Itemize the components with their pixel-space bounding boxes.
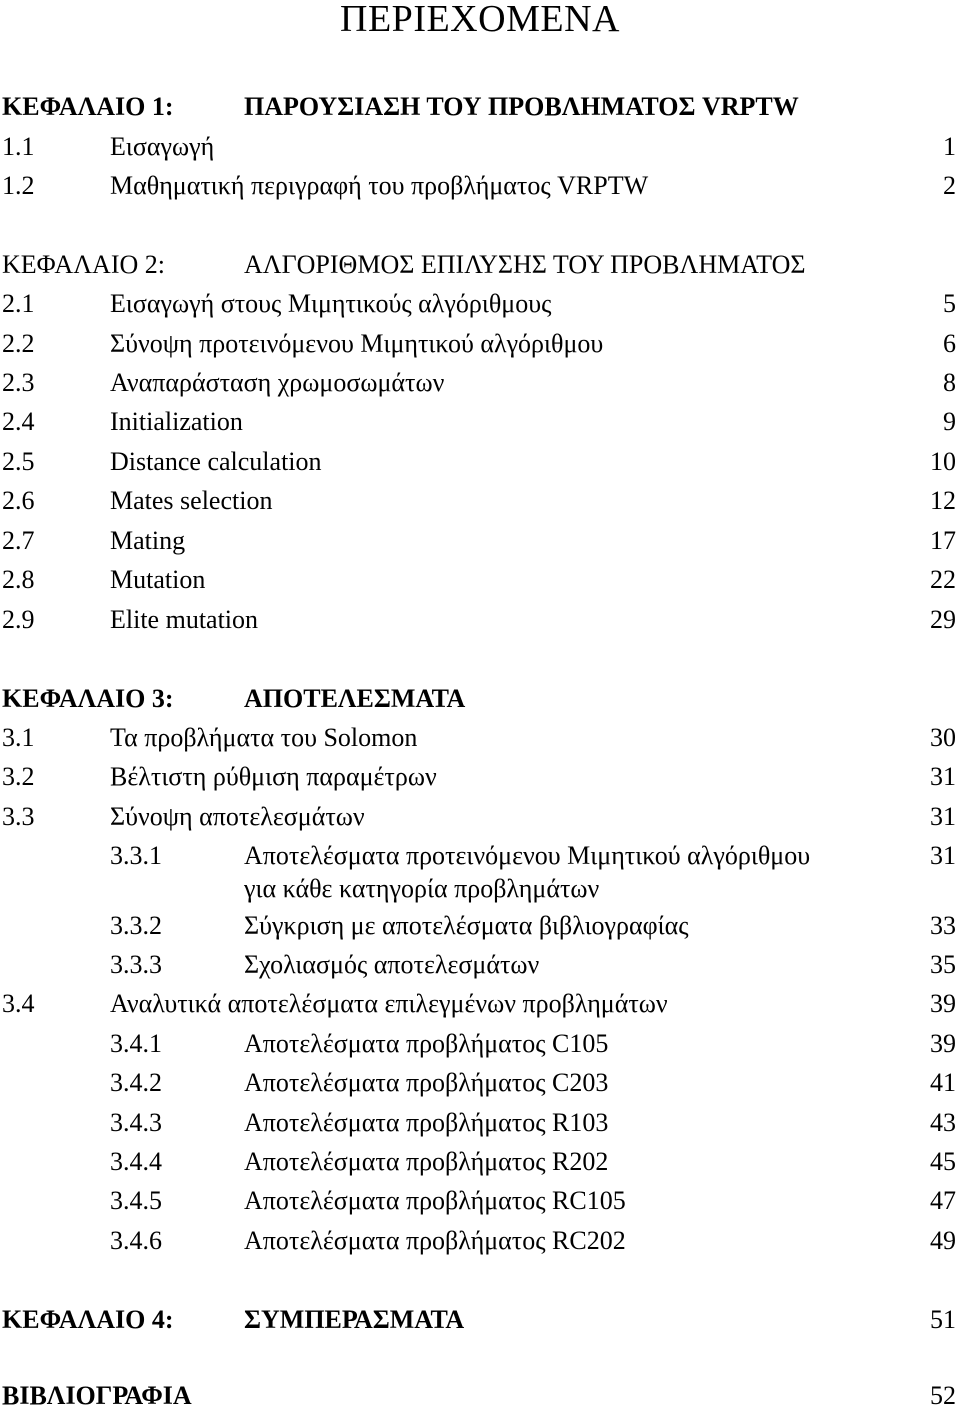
page-number: 47 (930, 1186, 956, 1215)
toc-entry (0, 761, 960, 793)
chapter-title: ΠΑΡΟΥΣΙΑΣΗ ΤΟΥ ΠΡΟΒΛΗΜΑΤΟΣ VRPTW (244, 92, 799, 121)
page-number: 22 (930, 565, 956, 594)
section-number: 2.8 (2, 565, 35, 594)
subsection-number: 3.4.3 (110, 1108, 162, 1137)
page-number: 31 (930, 762, 956, 791)
toc-entry (0, 170, 960, 202)
toc-subentry (0, 1146, 960, 1178)
page-number: 41 (930, 1068, 956, 1097)
section-title: Σύνοψη προτεινόμενου Μιμητικού αλγόριθμου (110, 329, 604, 358)
section-number: 3.1 (2, 723, 35, 752)
page-number: 10 (930, 447, 956, 476)
section-number: 2.4 (2, 407, 35, 436)
chapter-label: ΚΕΦΑΛΑΙΟ 2: (2, 250, 165, 279)
section-title: Βέλτιστη ρύθμιση παραμέτρων (110, 762, 437, 791)
toc-entry (0, 485, 960, 517)
subsection-number: 3.3.3 (110, 950, 162, 979)
subsection-number: 3.4.6 (110, 1226, 162, 1255)
subsection-title: Αποτελέσματα προτεινόμενου Μιμητικού αλγόριθμου (244, 841, 811, 870)
chapter-title: ΑΛΓΟΡΙΘΜΟΣ ΕΠΙΛΥΣΗΣ ΤΟΥ ΠΡΟΒΛΗΜΑΤΟΣ (244, 250, 806, 279)
subsection-number: 3.3.2 (110, 911, 162, 940)
toc-entry (0, 722, 960, 754)
toc-subentry (0, 840, 960, 872)
bibliography-heading (0, 1380, 960, 1412)
toc-subentry (0, 1067, 960, 1099)
page-number: 5 (943, 289, 956, 318)
section-title: Αναπαράσταση χρωμοσωμάτων (110, 368, 445, 397)
section-number: 1.2 (2, 171, 35, 200)
toc-entry (0, 367, 960, 399)
section-title: Μαθηματική περιγραφή του προβλήματος VRPTW (110, 171, 649, 200)
page-number: 51 (930, 1305, 956, 1334)
page-title: ΠΕΡΙΕΧΟΜΕΝΑ (340, 0, 620, 40)
section-number: 3.2 (2, 762, 35, 791)
section-number: 1.1 (2, 132, 35, 161)
toc-subentry (0, 1107, 960, 1139)
page-number: 31 (930, 841, 956, 870)
section-number: 2.5 (2, 447, 35, 476)
section-number: 2.3 (2, 368, 35, 397)
page-number: 39 (930, 1029, 956, 1058)
section-number: 2.2 (2, 329, 35, 358)
chapter-3-heading (0, 683, 960, 715)
toc-subentry (0, 949, 960, 981)
page-number: 52 (930, 1381, 956, 1410)
page-number: 45 (930, 1147, 956, 1176)
toc-entry (0, 564, 960, 596)
section-title: Mutation (110, 565, 206, 594)
chapter-title: ΑΠΟΤΕΛΕΣΜΑΤΑ (244, 684, 466, 713)
toc-entry (0, 131, 960, 163)
page-number: 39 (930, 989, 956, 1018)
chapter-label: ΚΕΦΑΛΑΙΟ 1: (2, 92, 174, 121)
page-number: 6 (943, 329, 956, 358)
section-title: Εισαγωγή (110, 132, 215, 161)
bibliography-title: ΒΙΒΛΙΟΓΡΑΦΙΑ (2, 1381, 192, 1410)
chapter-title: ΣΥΜΠΕΡΑΣΜΑΤΑ (244, 1305, 465, 1334)
subsection-number: 3.4.5 (110, 1186, 162, 1215)
chapter-2-heading (0, 249, 960, 281)
page-number: 8 (943, 368, 956, 397)
subsection-title: Σχολιασμός αποτελεσμάτων (244, 950, 540, 979)
subsection-title: Αποτελέσματα προβλήματος R202 (244, 1147, 609, 1176)
section-title: Mates selection (110, 486, 273, 515)
toc-subentry (0, 910, 960, 942)
subsection-number: 3.4.2 (110, 1068, 162, 1097)
toc-entry (0, 446, 960, 478)
toc-subentry (0, 1185, 960, 1217)
toc-entry (0, 406, 960, 438)
toc-entry (0, 801, 960, 833)
page-number: 30 (930, 723, 956, 752)
page-number: 43 (930, 1108, 956, 1137)
section-number: 2.7 (2, 526, 35, 555)
subsection-title: Σύγκριση με αποτελέσματα βιβλιογραφίας (244, 911, 689, 940)
page-number: 29 (930, 605, 956, 634)
section-number: 3.3 (2, 802, 35, 831)
section-title: Τα προβλήματα του Solomon (110, 723, 418, 752)
page-number: 9 (943, 407, 956, 436)
section-title: Αναλυτικά αποτελέσματα επιλεγμένων προβλημάτων (110, 989, 668, 1018)
section-title: Σύνοψη αποτελεσμάτων (110, 802, 365, 831)
section-number: 2.9 (2, 605, 35, 634)
section-title: Εισαγωγή στους Μιμητικούς αλγόριθμους (110, 289, 552, 318)
section-number: 3.4 (2, 989, 35, 1018)
chapter-1-heading (0, 91, 960, 123)
toc-entry (0, 288, 960, 320)
subsection-number: 3.3.1 (110, 841, 162, 870)
subsection-title: Αποτελέσματα προβλήματος C203 (244, 1068, 609, 1097)
subsection-title: Αποτελέσματα προβλήματος RC202 (244, 1226, 626, 1255)
section-title: Elite mutation (110, 605, 259, 634)
subsection-title: Αποτελέσματα προβλήματος R103 (244, 1108, 609, 1137)
page-number: 12 (930, 486, 956, 515)
chapter-label: ΚΕΦΑΛΑΙΟ 4: (2, 1305, 174, 1334)
toc-subentry-continuation (0, 873, 960, 905)
toc-subentry (0, 1225, 960, 1257)
subsection-title: Αποτελέσματα προβλήματος RC105 (244, 1186, 626, 1215)
section-number: 2.1 (2, 289, 35, 318)
chapter-label: ΚΕΦΑΛΑΙΟ 3: (2, 684, 174, 713)
page-number: 33 (930, 911, 956, 940)
page-number: 1 (943, 132, 956, 161)
chapter-4-heading (0, 1304, 960, 1336)
toc-entry (0, 604, 960, 636)
section-title: Distance calculation (110, 447, 322, 476)
page-number: 2 (943, 171, 956, 200)
subsection-title: Αποτελέσματα προβλήματος C105 (244, 1029, 609, 1058)
toc-entry (0, 328, 960, 360)
toc-entry (0, 525, 960, 557)
page-number: 35 (930, 950, 956, 979)
toc-subentry (0, 1028, 960, 1060)
section-title: Mating (110, 526, 186, 555)
subsection-number: 3.4.1 (110, 1029, 162, 1058)
page-number: 17 (930, 526, 956, 555)
toc-entry (0, 988, 960, 1020)
subsection-title-continued: για κάθε κατηγορία προβλημάτων (244, 874, 600, 903)
section-number: 2.6 (2, 486, 35, 515)
page-number: 31 (930, 802, 956, 831)
section-title: Initialization (110, 407, 243, 436)
page-number: 49 (930, 1226, 956, 1255)
subsection-number: 3.4.4 (110, 1147, 162, 1176)
